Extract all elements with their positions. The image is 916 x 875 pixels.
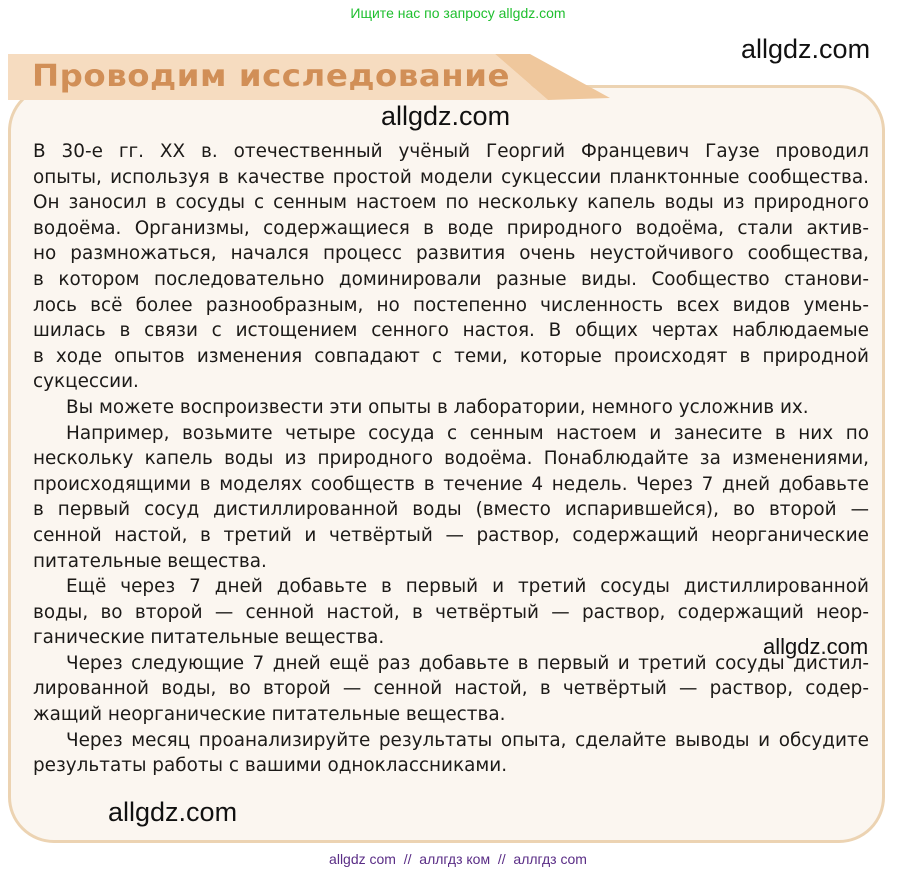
text-line: нескольку капель воды из природного водоёма. Понаблюдайте за изменениями,	[33, 448, 869, 470]
text-line: в ходе опытов изменения совпадают с теми, которые происходят в природной	[33, 345, 869, 367]
paragraph-4	[33, 574, 869, 651]
watermark-under-heading: allgdz.com	[381, 101, 511, 131]
text-line: шилась в связи с истощением сенного настоя. В общих чертах наблюдаемые	[33, 320, 869, 342]
text-line: лированной воды, во второй — сенной настой, в четвёртый — раствор, содер-	[33, 678, 869, 700]
text-line: питательные вещества.	[33, 550, 267, 572]
text-line: в котором последовательно доминировали разные виды. Сообщество станови-	[33, 268, 869, 290]
text-line: происходящими в моделях сообществ в течение 4 недель. Через 7 дней добавьте	[33, 473, 869, 495]
section-heading: Проводим исследование	[32, 59, 510, 94]
paragraph-6	[33, 728, 869, 779]
text-line: В 30-е гг. XX в. отечественный учёный Георгий Францевич Гаузе проводил	[33, 141, 869, 162]
text-line: Он заносил в сосуды с сенным настоем по нескольку капель воды из природного	[33, 192, 869, 214]
text-line: лось всё более разнообразным, но постепенно численность всех видов умень-	[33, 294, 869, 316]
text-line: жащий неорганические питательные вещества.	[33, 704, 506, 726]
watermark-bottom-left: allgdz.com	[108, 797, 238, 827]
text-line: опыты, используя в качестве простой модели сукцессии планктонные сообщества.	[33, 166, 869, 188]
paragraph-5	[33, 651, 869, 728]
text-line: Например, возьмите четыре сосуда с сенным настоем и занесите в них по	[66, 422, 869, 444]
footer-links: allgdz com // аллгдз ком // аллгдз com	[329, 851, 587, 867]
text-line: воды, во второй — сенной настой, в четвёртый — раствор, содержащий неор-	[33, 601, 869, 623]
text-line: Через следующие 7 дней ещё раз добавьте в первый и третий сосуды дистил-	[66, 652, 869, 674]
text-line: Через месяц проанализируйте результаты опыта, сделайте выводы и обсудите	[66, 729, 869, 751]
article-body	[33, 139, 869, 779]
text-line: сукцессии.	[33, 371, 139, 393]
paragraph-2	[33, 395, 869, 421]
text-line: ганические питательные вещества.	[33, 627, 385, 649]
text-line: в первый сосуд дистиллированной воды (вместо испарившейся), во второй —	[33, 499, 869, 521]
paragraph-1	[33, 139, 869, 395]
watermark-mid-right: allgdz.com	[763, 634, 869, 659]
top-search-banner: Ищите нас по запросу allgdz.com	[350, 5, 566, 21]
watermark-top-right: allgdz.com	[741, 34, 871, 64]
text-line: водоёма. Организмы, содержащиеся в воде природного водоёма, стали актив-	[33, 217, 869, 239]
paragraph-3	[33, 421, 869, 575]
text-line: сенной настой, в третий и четвёртый — раствор, содержащий неорганические	[33, 524, 869, 546]
text-line: Вы можете воспроизвести эти опыты в лаборатории, немного усложнив их.	[66, 396, 809, 418]
text-line: Ещё через 7 дней добавьте в первый и третий сосуды дистиллированной	[66, 576, 869, 598]
text-line: но размножаться, начался процесс развития очень неустойчивого сообщества,	[33, 243, 869, 265]
text-line: результаты работы с вашими одноклассниками.	[33, 755, 508, 777]
